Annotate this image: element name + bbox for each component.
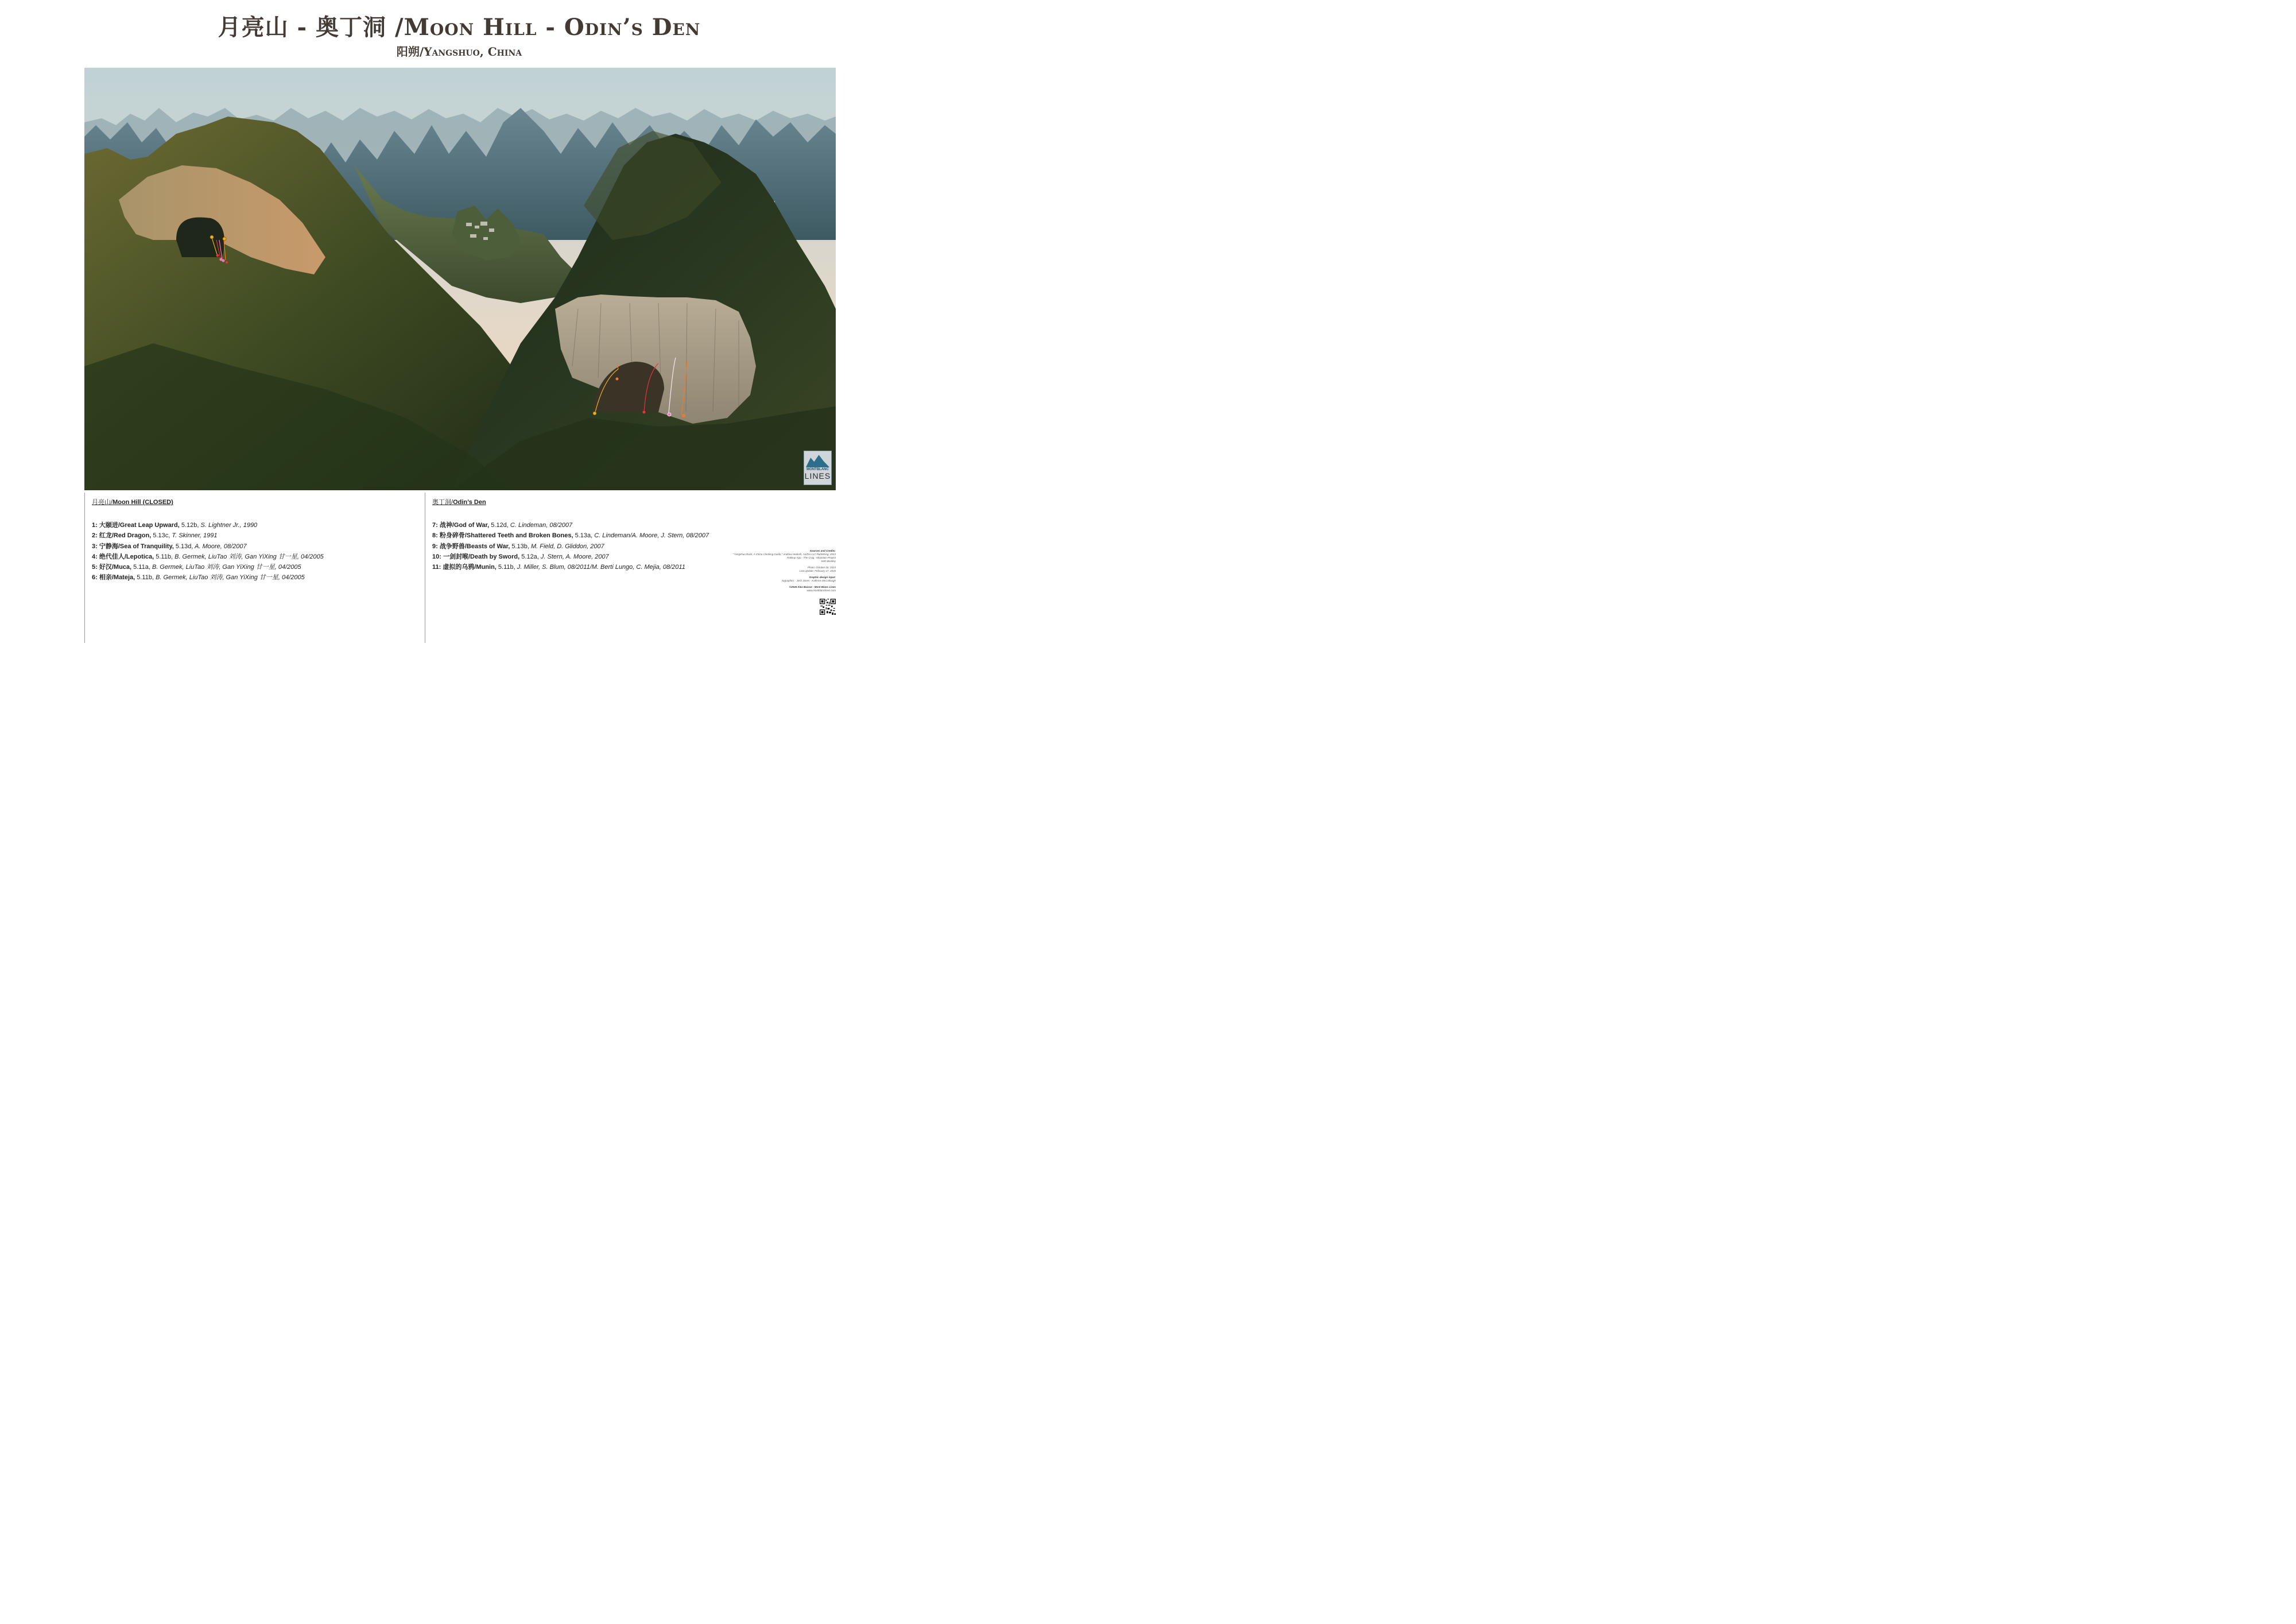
design-line-1: Jugraphics - Josh Jones - Kathrine McCullough: [781, 579, 836, 582]
qr-code-icon[interactable]: [820, 599, 836, 615]
route-first-ascent: C. Lindeman/A. Moore, J. Stern, 08/2007: [592, 532, 709, 540]
route-first-ascent: B. Germek, LiuTao 刘涛, Gan YiXing 甘一星, 04/2005: [154, 574, 305, 582]
route-item: [432, 552, 754, 562]
page-title: [0, 16, 918, 39]
subtitle-chinese: 阳朔/: [396, 45, 424, 59]
route-item: [92, 572, 413, 583]
route-item: [92, 520, 413, 530]
route-number: 4:: [92, 553, 98, 560]
moon-hill-heading: [92, 497, 413, 506]
odins-den-heading-cn: 奥丁洞/: [432, 499, 453, 506]
route-first-ascent: S. Lightner Jr., 1990: [199, 522, 258, 529]
sources-line-1: "Yangshuo Rock, A China Climbing Guide," Andrew Hedesh, AnZhu LLC Publishing, 2013: [733, 553, 836, 556]
route-name: 大颐进/Great Leap Upward,: [99, 522, 180, 529]
route-first-ascent: J. Miller, S. Blum, 08/2011/M. Berti Lungo, C. Mejia, 08/2011: [515, 564, 685, 571]
route-first-ascent: T. Skinner, 1991: [170, 532, 218, 540]
route-item: [432, 541, 754, 552]
route-grade: 5.13a,: [573, 532, 593, 540]
design-heading: Graphic design input:: [809, 576, 836, 579]
odins-den-heading: [432, 497, 754, 506]
route-item: [92, 552, 413, 562]
page-subtitle: [0, 42, 918, 59]
route-first-ascent: J. Stern, A. Moore, 2007: [538, 553, 609, 560]
sources-heading: Sources and Credits:: [809, 549, 836, 552]
karst-landscape-image: [84, 68, 836, 490]
subtitle-english: Yangshuo, China: [424, 45, 522, 59]
route-number: 3:: [92, 542, 98, 550]
route-name: 一剑封喉/Death by Sword,: [443, 553, 520, 560]
route-item: [92, 530, 413, 541]
route-name: 宁静海/Sea of Tranquility,: [99, 542, 174, 550]
moon-hill-heading-cn: 月亮山/: [92, 499, 113, 506]
route-number: 7:: [432, 522, 438, 529]
title-english: Moon Hill - Odin’s Den: [404, 14, 701, 41]
route-first-ascent: A. Moore, 08/2007: [193, 542, 247, 550]
website: www.montblanclines.com: [806, 589, 836, 592]
route-name: 红龙/Red Dragon,: [99, 532, 152, 540]
mountain-icon: [806, 454, 829, 467]
topo-photo: [84, 68, 836, 490]
route-first-ascent: C. Lindeman, 08/2007: [508, 522, 573, 529]
route-item: [432, 562, 754, 572]
route-name: 相亲/Mateja,: [99, 574, 135, 582]
route-number: 2:: [92, 532, 98, 540]
route-first-ascent: B. Germek, LiuTao 刘涛, Gan YiXing 甘一星, 04/2005: [150, 564, 301, 571]
route-name: 战神/God of War,: [439, 522, 490, 529]
sources-line-2: Rakkup App - The Crag - Mountain Project: [787, 556, 836, 559]
route-name: 虚拟的乌鸦/Munin,: [443, 564, 497, 571]
route-name: 战争野兽/Beasts of War,: [439, 542, 510, 550]
route-name: 好汉/Muca,: [99, 564, 132, 571]
moon-hill-section: [92, 497, 413, 583]
montblanc-lines-logo: [804, 451, 832, 485]
moon-hill-route-list: [92, 520, 413, 583]
route-number: 1:: [92, 522, 98, 529]
route-first-ascent: B. Germek, LiuTao 刘涛, Gan YiXing 甘一星, 04/2005: [173, 553, 324, 560]
credits-block: [729, 549, 836, 592]
route-grade: 5.13c,: [151, 532, 170, 540]
odins-den-heading-en: Odin’s Den: [453, 499, 486, 506]
route-number: 6:: [92, 574, 98, 582]
route-name: 绝代佳人/Lepotica,: [99, 553, 154, 560]
route-first-ascent: M. Field, D. Gliddon, 2007: [529, 542, 604, 550]
sources-line-3: Seth Bentley: [821, 560, 836, 563]
route-grade: 5.13b,: [510, 542, 529, 550]
route-grade: 5.11b,: [154, 553, 173, 560]
route-grade: 5.13d,: [173, 542, 193, 550]
logo-line-2: LINES: [804, 471, 831, 480]
route-number: 9:: [432, 542, 438, 550]
odins-den-section: [432, 497, 754, 572]
route-number: 10:: [432, 553, 441, 560]
odins-den-route-list: [432, 520, 754, 572]
route-number: 8:: [432, 532, 438, 540]
route-grade: 5.11a,: [131, 564, 150, 571]
photo-date: Photo: October 26, 2024: [807, 566, 836, 569]
moon-hill-heading-en: Moon Hill (CLOSED): [113, 499, 173, 506]
logo-line-1: MONTBLANC: [806, 468, 829, 471]
route-number: 11:: [432, 564, 441, 571]
route-item: [92, 562, 413, 572]
title-chinese: 月亮山 - 奥丁洞 /: [218, 14, 404, 41]
route-item: [432, 530, 754, 541]
route-grade: 5.12d,: [489, 522, 509, 529]
route-number: 5:: [92, 564, 98, 571]
route-grade: 5.11b,: [496, 564, 515, 571]
last-update: Last Update: February 17, 2026: [799, 569, 836, 572]
route-grade: 5.11b,: [135, 574, 154, 582]
header: [0, 16, 918, 59]
route-item: [432, 520, 754, 530]
copyright: ©2026 Alex Buisse - Mont Blanc Lines: [789, 586, 836, 588]
route-grade: 5.12b,: [179, 522, 199, 529]
left-divider: [84, 493, 85, 643]
route-grade: 5.12a,: [519, 553, 539, 560]
route-item: [92, 541, 413, 552]
route-name: 粉身碎骨/Shattered Teeth and Broken Bones,: [439, 532, 573, 540]
